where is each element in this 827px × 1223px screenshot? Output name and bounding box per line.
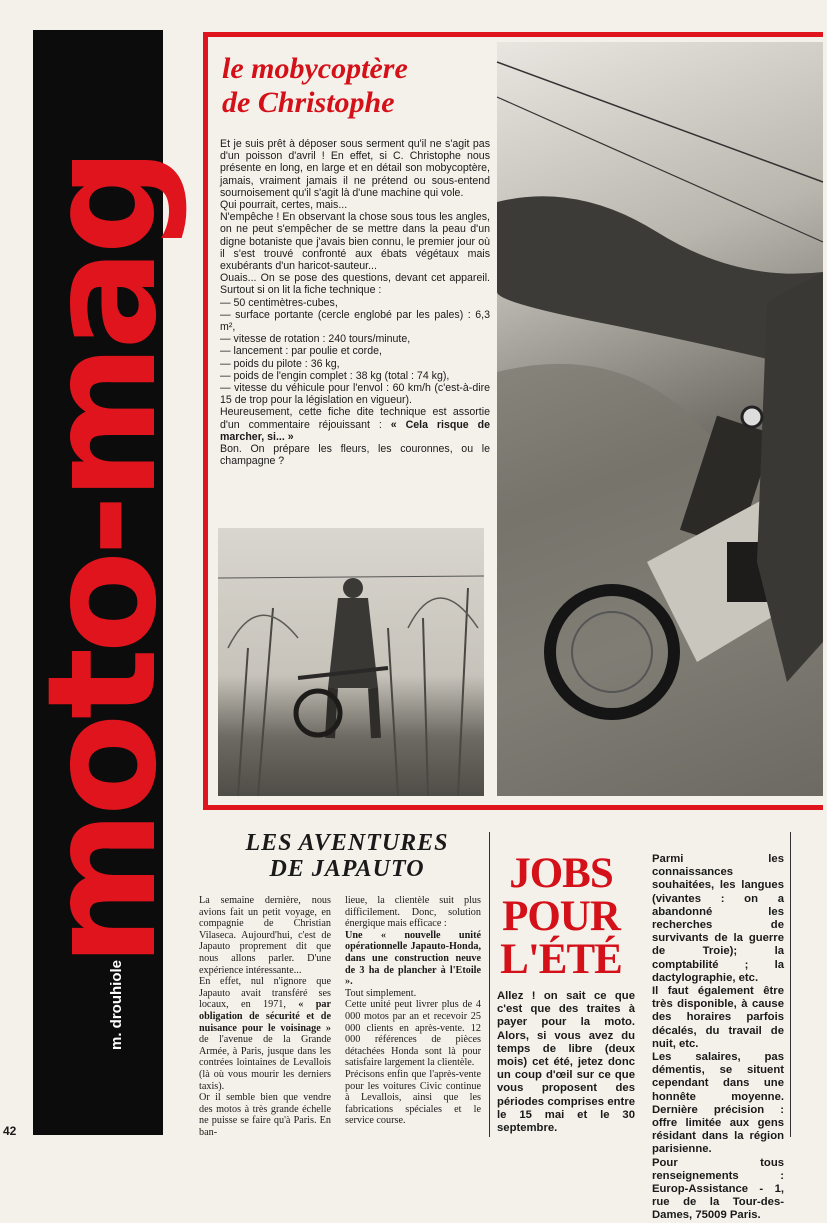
masthead-strip (16, 30, 190, 1135)
article1-title (222, 52, 522, 120)
page-number: 42 (3, 1124, 17, 1138)
article2-paragraph: La semaine dernière, nous avions fait un petit voyage, en compagnie de Christian Vilaseca. Aujourd'hui, c'est de Japauto proprement dit que nous allons parler. D'une expérience intéressante... (199, 895, 331, 976)
article3-paragraph: Parmi les connaissances souhaitées, les langues (vivantes : on a abandonné les recherches de survivants de la guerre de Troie); la comptabilité ; la dactylographie, etc. (652, 853, 784, 984)
author-credit: m. drouhiole (108, 960, 125, 1050)
article1-paragraph: Ouais... On se pose des questions, devant cet appareil. Surtout si on lit la fiche technique : (220, 272, 490, 297)
article3-intro (497, 990, 635, 1135)
article2-paragraph: lieue, la clientèle suit plus difficilement. Donc, solution énergique mais efficace : (345, 895, 481, 930)
article3-title-line: POUR (502, 893, 620, 940)
article1-spec: — vitesse du véhicule pour l'envol : 60 km/h (c'est-à-dire 15 de trop pour la législation en vigueur). (220, 382, 490, 407)
column-divider (489, 832, 490, 1137)
article3-title-line: L'ÉTÉ (500, 936, 622, 983)
article3-paragraph: Pour tous renseignements : Europ-Assistance - 1, rue de la Tour-des-Dames, 75009 Paris. (652, 1156, 784, 1222)
article1-closing: Bon. On prépare les fleurs, les couronnes, ou le champagne ? (220, 443, 490, 468)
article2-text: En effet, nul n'ignore que Japauto avait transféré ses locaux, en 1971, (199, 976, 331, 1011)
article1-paragraph (220, 406, 490, 443)
article2-title-line1: LES AVENTURES (245, 830, 449, 856)
article3-paragraph: Allez ! on sait ce que c'est que des traites à payer pour la moto. Alors, si vous avez du temps de libre (deux mois) cet été, jetez donc un coup d'œil sur ce que vous proposent des périodes comprises entre le 15 mai et le 30 septembre. (497, 990, 635, 1135)
article3-paragraph: Les salaires, pas démentis, se situent cependant dans une honnête moyenne. Dernière précision : offre limitée aux gens résidant dans la région parisienne. (652, 1051, 784, 1156)
article1-paragraph: Qui pourrait, certes, mais... (220, 199, 348, 212)
column-divider (790, 832, 791, 1137)
article1-spec: — vitesse de rotation : 240 tours/minute, (220, 333, 411, 346)
article1-spec: — lancement : par poulie et corde, (220, 345, 382, 358)
article2-column-1 (199, 895, 331, 1138)
article1-spec: — poids de l'engin complet : 38 kg (total : 74 kg), (220, 369, 450, 382)
photo-christophe (218, 528, 484, 796)
article2-paragraph (199, 976, 331, 1092)
article1-paragraph: Et je suis prêt à déposer sous serment qu'il ne s'agit pas d'un poisson d'avril ! En effet, si C. Christophe nous présente en long, en large et en détail son mobycoptère, jamais, vraiment jamais il ne prétend ou sous-entend sournoisement qu'il s'agit là d'une machine qui vole. (220, 138, 490, 199)
article1-spec: — surface portante (cercle englobé par les pales) : 6,3 m², (220, 308, 490, 334)
article2-title (222, 830, 472, 882)
article1-spec: — 50 centimètres-cubes, (220, 296, 338, 309)
article2-paragraph: Tout simplement. (345, 987, 417, 999)
article3-title (497, 852, 625, 981)
article2-paragraph: Une « nouvelle unité opérationnelle Japauto-Honda, dans une construction neuve de 3 ha de plancher à l'Etoile ». (345, 929, 481, 988)
article2-title-line2: DE JAPAUTO (269, 856, 425, 882)
article1-spec: — poids du pilote : 36 kg, (220, 357, 340, 370)
article2-column-2 (345, 895, 481, 1127)
article1-comment: Heureusement, cette fiche dite technique est assortie d'un commentaire réjouissant : (220, 406, 490, 431)
article2-text: de l'avenue de la Grande Armée, à Paris, jusque dans les contrées lointaines de Levallois (là où vous mourir les derniers taxis). (199, 1034, 331, 1092)
article3-title-line: JOBS (509, 850, 613, 897)
article1-paragraph: N'empêche ! En observant la chose sous tous les angles, on ne peut s'empêcher de se mettre dans la peau d'un digne botaniste que j'avais bien connu, le premier jour où il s'est trouvé confronté aux ébats végétaux mais exubérants d'un haricot-sauteur... (220, 211, 490, 273)
article2-paragraph: Cette unité peut livrer plus de 4 000 motos par an et recevoir 25 000 clients en après-vente. 12 000 références de pièces détachées Honda sont là pour satisfaire largement la clientèle. (345, 999, 481, 1069)
article3-column (652, 853, 784, 1223)
photo-mobycoptere (497, 42, 823, 796)
article2-paragraph: Or il semble bien que vendre des motos à très grande échelle ne puisse se faire qu'à Paris. En ban- (199, 1092, 331, 1138)
article1-body (220, 138, 490, 467)
article2-paragraph: Précisons enfin que l'après-vente pour les voitures Civic continue à Levallois, ainsi que les fabrications spéciales et le service course. (345, 1068, 481, 1127)
article3-paragraph: Il faut également être très disponible, à cause des horaires parfois décalés, du travail de nuit, etc. (652, 985, 784, 1050)
article2-quote: « par obligation de sécurité et de nuisance pour le voisinage » (199, 999, 331, 1034)
article1-quote: « Cela risque de marcher, si... » (220, 418, 490, 443)
article1-title-line2: de Christophe (222, 86, 395, 119)
article1-title-line1: le mobycoptère (222, 52, 408, 85)
masthead-title: moto-mag (16, 153, 190, 967)
